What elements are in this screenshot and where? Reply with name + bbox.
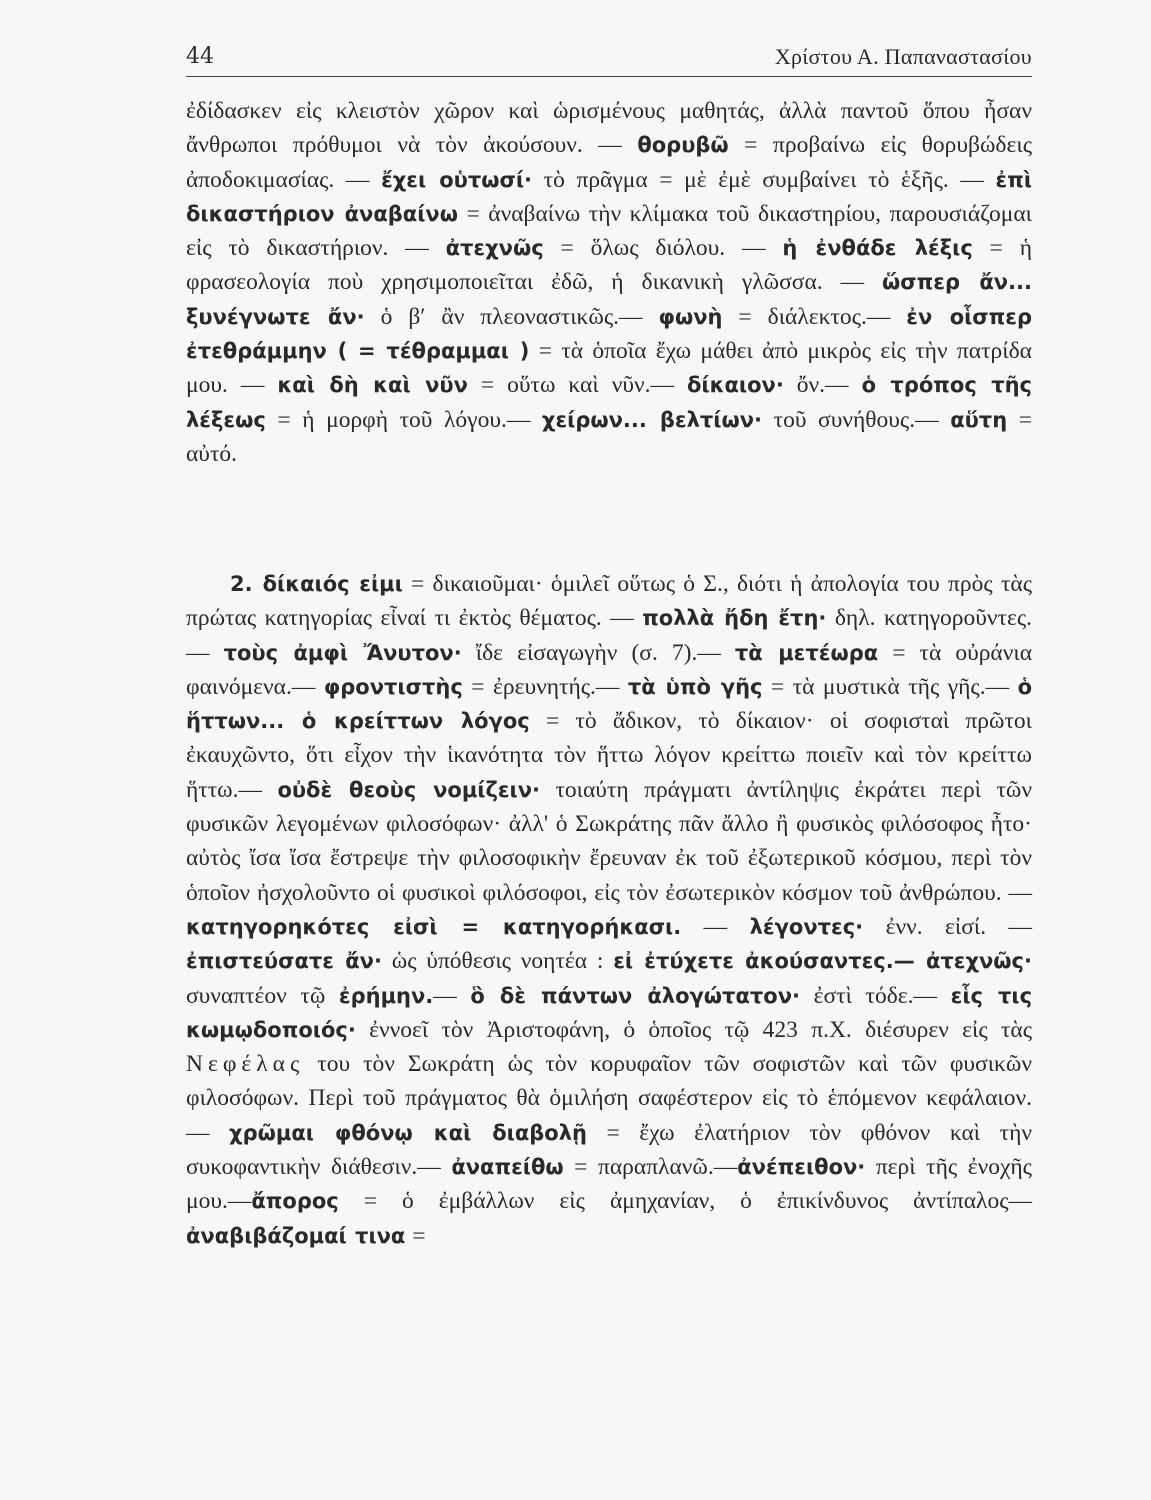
text-run: = ὅλως διόλου. — [543,235,783,262]
lemma: εἰ ἐτύχετε ἀκούσαντες.— ἀτεχνῶς· [613,949,1032,974]
text-run: = τὰ μυστικὰ τῆς γῆς.— [762,673,1018,700]
text-run: ἴδε εἰσαγωγὴν (σ. 7).— [461,639,735,666]
lemma: ὁ τρόπος τῆς λέξεως [186,373,1032,432]
text-run: ὁ β′ ἂν πλεοναστικῶς.— [364,303,659,330]
text-run: = ἐρευνητής.— [462,673,628,700]
lemma: ἔχει οὑτωσί· [381,167,533,192]
lemma: ἀναβιβάζομαί τινα [186,1223,406,1248]
text-run: — [433,982,471,1009]
lemma: ἐπὶ δικαστήριον ἀναβαίνω [186,167,1032,226]
text-run: του τὸν Σωκράτη ὡς τὸν κορυφαῖον τῶν σοφιστῶν καὶ τῶν φυσικῶν φιλοσόφων. Περὶ τοῦ πράγματος θὰ ὁμιλήση σαφέστερον εἰς τὸ ἑπόμενον κεφάλαιον. — [186,1051,1032,1146]
commentary-paragraph-2 [186,567,1032,1253]
lemma: δίκαιός εἰμι [262,572,403,596]
text-run: ὄν.— [783,372,862,399]
section-number: 2. [230,572,253,596]
text-run: = τὰ οὐράνια φαινόμενα.— [186,639,1033,700]
text-run: δηλ. κατηγοροῦντες.— [186,605,1032,666]
text-run: τοιαύτη πράγματι ἀντίληψις ἐκράτει περὶ τῶν φυσικῶν λεγομένων φιλοσόφων· ἀλλ' ὁ Σωκράτης πᾶν ἄλλο ἢ φυσικὸς φιλόσοφος ἦτο· αὐτὸς ἴσα ἴσα ἔστρεψε τὴν φιλοσοφικὴν ἔρευναν ἐκ τοῦ ἐξωτερικοῦ κόσμου, περὶ τὸν ὁποῖον ἠσχολοῦντο οἱ φυσικοὶ φιλόσοφοι, εἰς τὸν ἐσωτερικὸν κόσμον τοῦ ἀνθρώπου. — [186,776,1032,906]
text-run: συναπτέον τῷ [186,982,339,1009]
lemma: θορυβῶ [637,133,729,158]
text-run: = ὁ ἐμβάλλων εἰς ἀμηχανίαν, ὁ ἐπικίνδυνος ἀντίπαλος— [338,1188,1032,1215]
lemma: πολλὰ ἤδη ἔτη· [642,606,827,631]
lemma: εἷς τις κωμῳδοποιός· [186,983,1033,1042]
lemma: ἐρήμην. [338,983,434,1008]
lemma: καὶ δὴ καὶ νῦν [277,373,468,398]
text-run: περὶ τῆς ἐνοχῆς μου.— [186,1154,1032,1215]
page-header [186,40,1032,77]
text-run: = προβαίνω εἰς θορυβώδεις ἀποδοκιμασίας. — [186,132,1032,193]
page-number: 44 [186,44,214,69]
text-run: = δικαιοῦμαι· ὁμιλεῖ οὕτως ὁ Σ., διότι ἡ ἀπολογία του πρὸς τὰς πρώτας κατηγορίας εἶναί τι ἐκτὸς θέματος. — [186,571,1032,632]
text-run: = ἔχω ἐλατήριον τὸν φθόνον καὶ τὴν συκοφαντικὴν διάθεσιν.— [186,1119,1032,1181]
lemma: ὁ ἥττων... ὁ κρείττων λόγος [186,674,1033,734]
text-run: = τὸ ἄδικον, τὸ δίκαιον· οἱ σοφισταὶ πρῶτοι ἐκαυχῶντο, ὅτι εἶχον τὴν ἱκανότητα τὸν ἥττω λόγον κρείττω ποιεῖν καὶ τὸν κρείττω ἥττω.— [186,708,1032,803]
text-run: ἐστὶ τόδε.— [800,982,951,1009]
text-run: = αὐτό. [186,406,1033,467]
lemma: ἐν οἷσπερ ἐτεθράμμην ( = τέθραμμαι ) [186,304,1032,364]
lemma: δίκαιον· [686,373,784,398]
lemma: φροντιστὴς [323,674,463,699]
text-run: ἐνν. εἰσί. — [863,913,1033,940]
text-run: = ἡ φρασεολογία ποὺ χρησιμοποιεῖται ἐδῶ, ἡ δικανικὴ γλῶσσα. — [186,235,1033,296]
text-run: ἐδίδασκεν εἰς κλειστὸν χῶρον καὶ ὡρισμένους μαθητάς, ἀλλὰ παντοῦ ὅπου ἦσαν ἄνθρωποι πρόθυμοι νὰ τὸν ἀκούσουν. — [186,98,1032,159]
text-run: = ἀναβαίνω τὴν κλίμακα τοῦ δικαστηρίου, παρουσιάζομαι εἰς τὸ δικαστήριον. — [186,200,1033,262]
lemma: φωνὴ [658,304,723,329]
lemma: τὰ ὑπὸ γῆς [627,674,763,699]
text-run: ὡς ὑπόθεσις νοητέα : [381,948,614,975]
lemma: ἄπορος [251,1189,339,1214]
text-run: = οὕτω καὶ νῦν.— [467,372,687,399]
lemma: αὕτη [950,407,1008,432]
text-run: = ἡ μορφὴ τοῦ λόγου.— [265,406,542,433]
lemma: χείρων... βελτίων· [541,407,763,432]
lemma: ὥσπερ ἄν... ξυνέγνωτε ἄν· [186,270,1033,329]
lemma: χρῶμαι φθόνῳ καὶ διαβολῇ [229,1120,587,1145]
lemma: ἐπιστεύσατε ἄν· [186,949,382,974]
lemma: λέγοντες· [749,914,864,939]
lemma: ἡ ἐνθάδε λέξις [782,236,973,261]
lemma: ἀνέπειθον· [737,1155,866,1180]
text-run: = τὰ ὁποῖα ἔχω μάθει ἀπὸ μικρὸς εἰς τὴν πατρίδα μου. — [186,338,1032,399]
text-run: τοῦ συνήθους.— [762,406,951,433]
text-run: τὸ πρᾶγμα = μὲ ἐμὲ συμβαίνει τὸ ἑξῆς. — [532,166,996,193]
lemma: ἀτεχνῶς [445,236,544,261]
lemma: τὰ μετέωρα [734,640,879,665]
lemma: κατηγορηκότες εἰσὶ = κατηγορήκασι. [186,914,682,939]
text-run: ἐννοεῖ τὸν Ἀριστοφάνη, ὁ ὁποῖος τῷ 423 π.Χ. διέσυρεν εἰς τὰς [355,1016,1032,1043]
lemma: οὐδὲ θεοὺς νομίζειν· [277,777,541,802]
commentary-paragraph-1 [186,94,1032,471]
lemma: τοὺς ἀμφὶ Ἄνυτον· [223,640,462,665]
lemma: ἀναπείθω [451,1155,564,1180]
spaced-title: Νεφέλας [186,1051,305,1078]
lemma: ὃ δὲ πάντων ἀλογώτατον· [470,983,800,1008]
text-run: = παραπλανῶ.— [563,1154,738,1181]
text-run: — [681,913,750,940]
text-run: = διάλεκτος.— [722,303,907,330]
running-head: Χρίστου Α. Παπαναστασίου [774,44,1032,69]
text-run: = [405,1222,426,1249]
